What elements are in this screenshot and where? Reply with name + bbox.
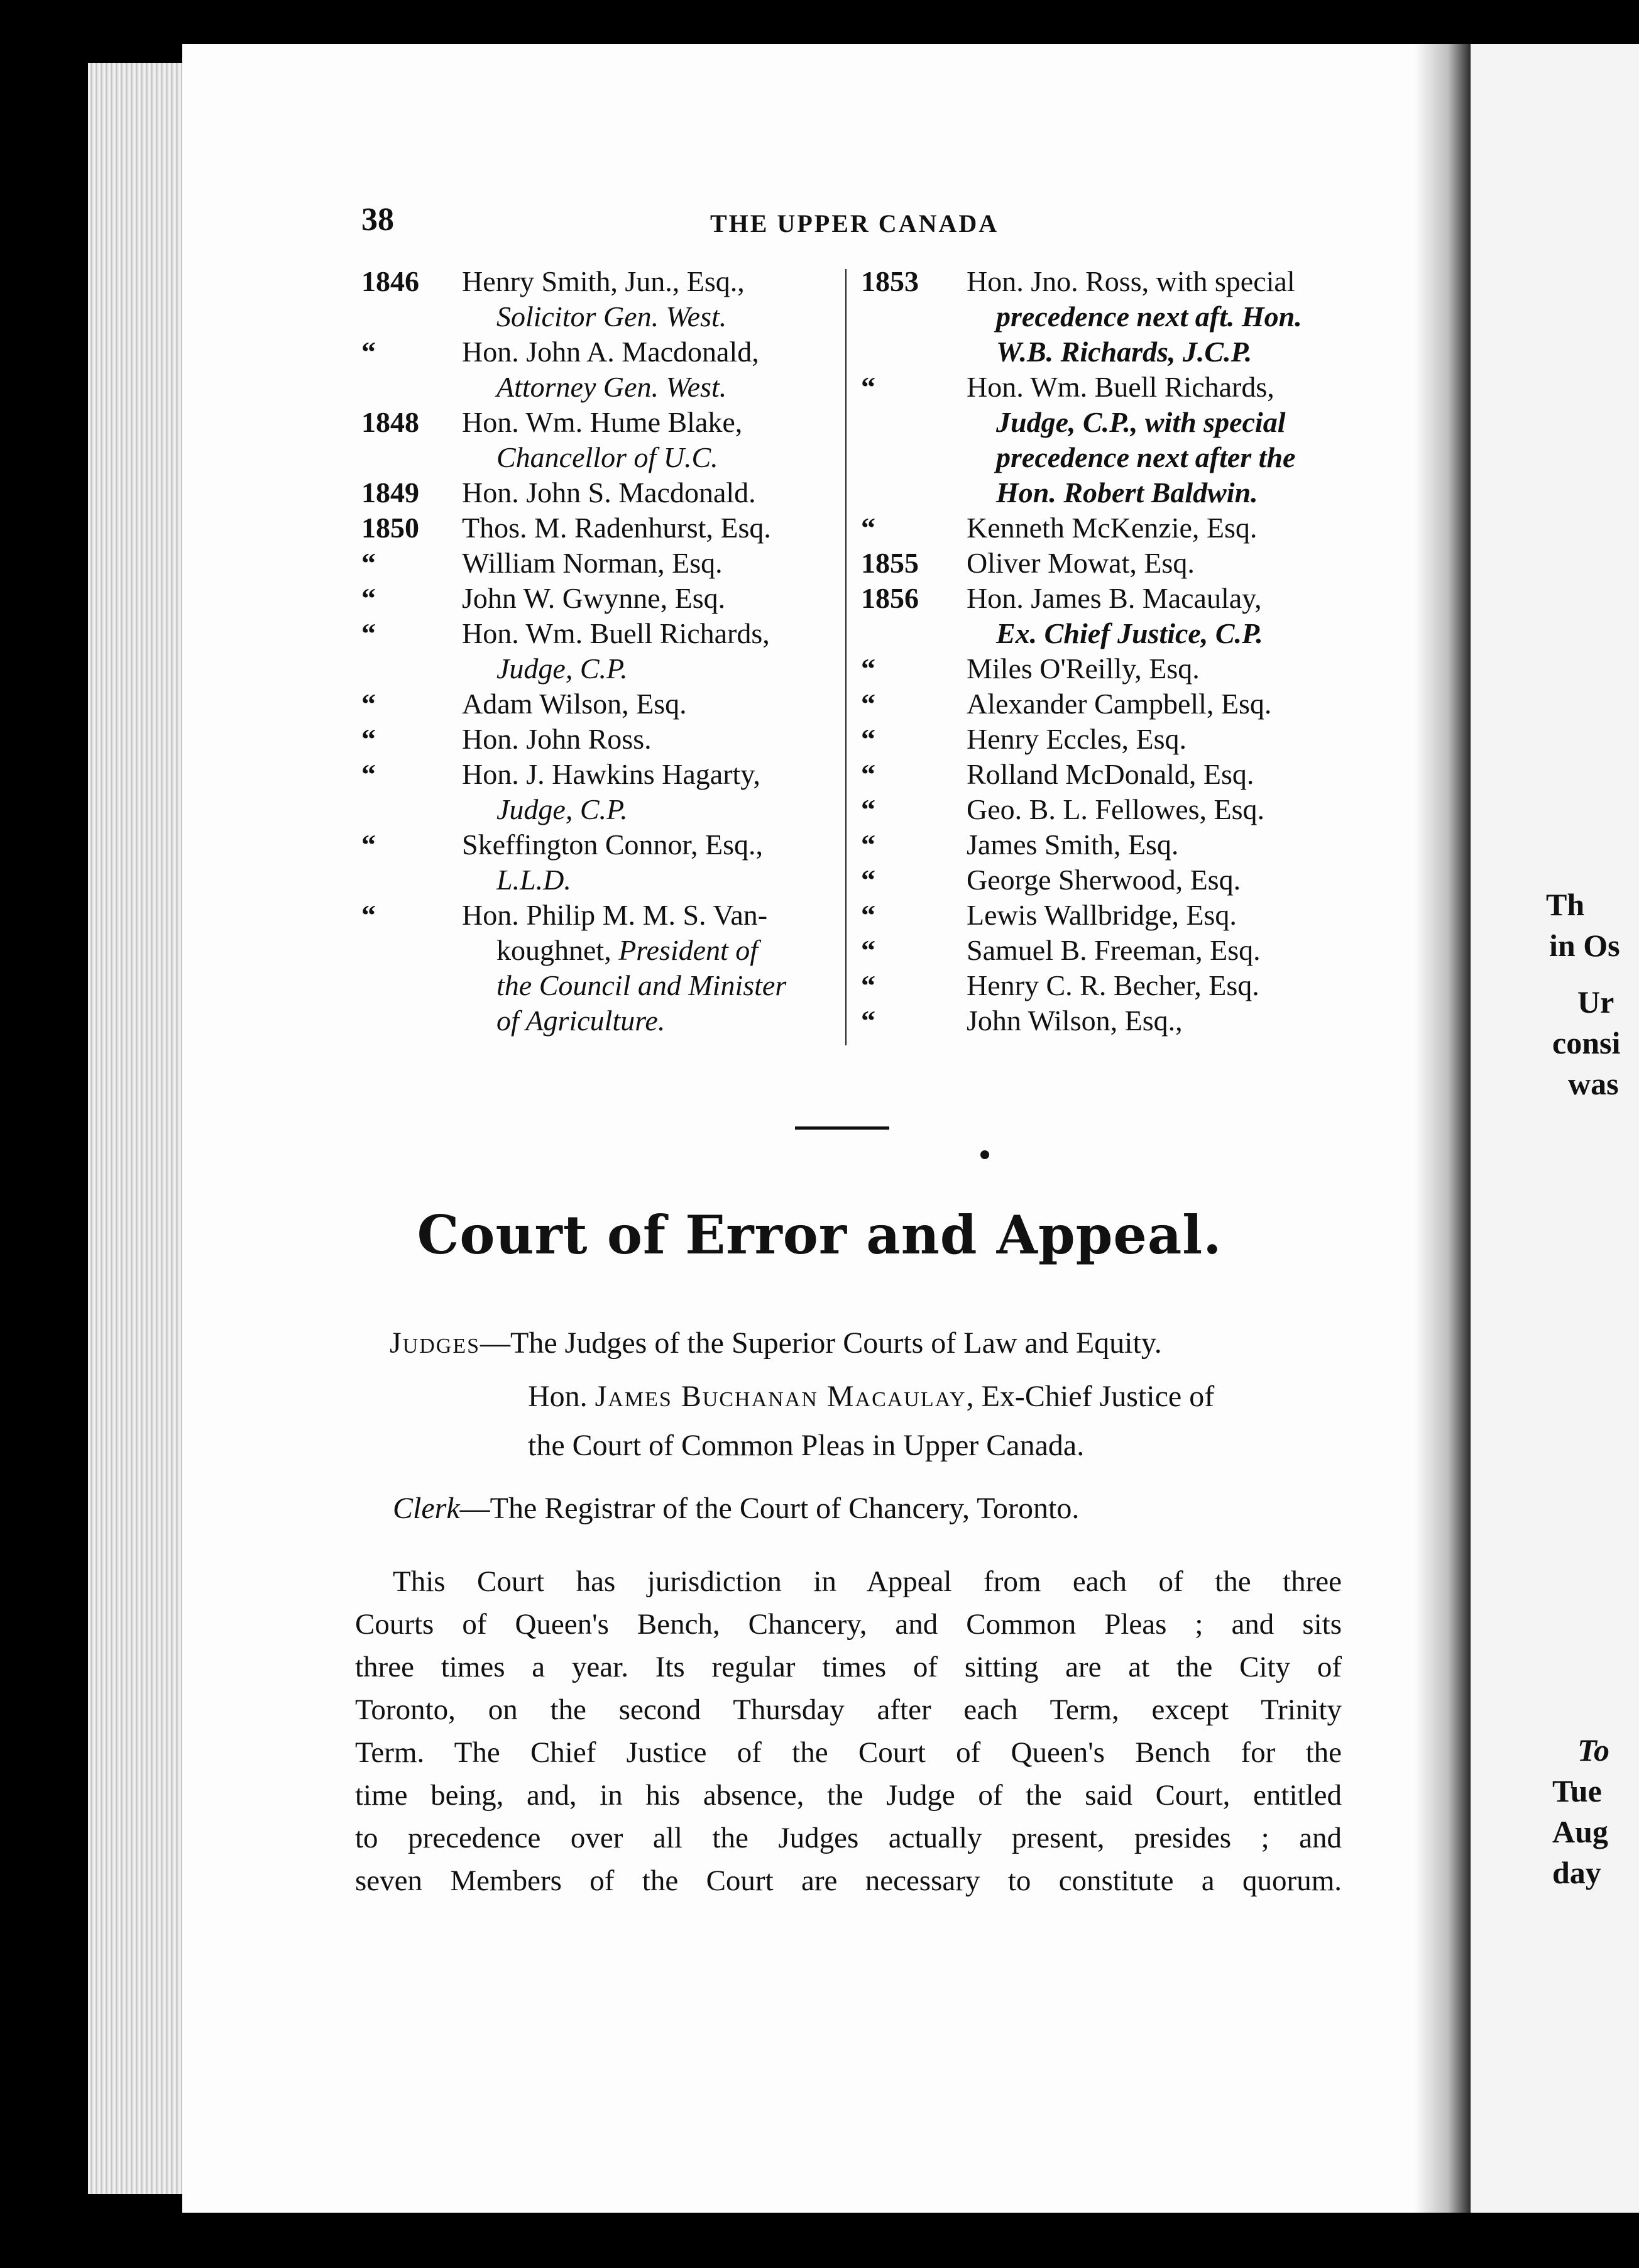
judges-label: Judges [390, 1326, 481, 1360]
entry-name: Hon. John S. Macdonald. [462, 476, 756, 509]
entry-name: Hon. Wm. Buell Richards, [967, 371, 1274, 403]
entry-year: “ [361, 617, 376, 649]
entry-name: Alexander Campbell, Esq. [967, 688, 1272, 720]
adjacent-fragment: Tue [1552, 1773, 1602, 1808]
list-item [361, 933, 852, 968]
entry-year: “ [861, 934, 875, 966]
entry-year: “ [861, 512, 875, 544]
adjacent-page [1471, 44, 1639, 2213]
list-item [861, 686, 1364, 722]
entry-year: “ [361, 899, 376, 931]
entry-title: Judge, C.P., with special [996, 406, 1286, 438]
entry-year: “ [861, 969, 875, 1001]
entry-year: “ [861, 828, 875, 861]
paragraph-line: Term. The Chief Justice of the Court of Queen's Bench for the [355, 1736, 1342, 1769]
list-item [361, 299, 852, 334]
entry-title: President of [618, 934, 759, 966]
list-item [861, 722, 1364, 757]
section-title: Court of Error and Appeal. [417, 1204, 1222, 1266]
entry-title: W.B. Richards, J.C.P. [996, 336, 1253, 368]
entry-name: John W. Gwynne, Esq. [462, 582, 726, 614]
list-item [361, 510, 852, 546]
entry-name: Henry Eccles, Esq. [967, 723, 1187, 755]
list-item [861, 370, 1364, 405]
entry-name: Thos. M. Radenhurst, Esq. [462, 512, 771, 544]
entry-title: L.L.D. [496, 864, 571, 896]
entry-name: Samuel B. Freeman, Esq. [967, 934, 1261, 966]
judges-text: —The Judges of the Superior Courts of Law and Equity. [480, 1326, 1162, 1360]
entry-name: Skeffington Connor, Esq., [462, 828, 764, 861]
entry-year: “ [861, 371, 875, 403]
adjacent-fragment: in Os [1549, 928, 1620, 963]
paragraph-line: Courts of Queen's Bench, Chancery, and Common Pleas ; and sits [355, 1608, 1342, 1641]
list-item [861, 898, 1364, 933]
entry-name: Henry Smith, Jun., Esq., [462, 265, 745, 297]
list-item [861, 405, 1364, 440]
list-item [361, 370, 852, 405]
entry-title: Solicitor Gen. West. [496, 300, 727, 333]
entry-name: Henry C. R. Becher, Esq. [967, 969, 1259, 1001]
entry-name: Hon. John Ross. [462, 723, 652, 755]
page-number: 38 [361, 202, 394, 238]
entry-name: Hon. James B. Macaulay, [967, 582, 1262, 614]
entry-year: “ [861, 688, 875, 720]
list-item [361, 581, 852, 616]
list-item [361, 722, 852, 757]
judges-line [390, 1323, 1162, 1363]
entry-year: 1848 [361, 406, 419, 438]
list-item [361, 757, 852, 792]
entry-name: Hon. Wm. Buell Richards, [462, 617, 770, 649]
entry-name: Hon. Jno. Ross, with special [967, 265, 1295, 297]
list-item [861, 546, 1364, 581]
hon-prefix: Hon. [528, 1380, 595, 1413]
list-item [361, 475, 852, 510]
list-item [861, 651, 1364, 686]
entry-year: “ [861, 899, 875, 931]
list-item [361, 651, 852, 686]
clerk-text: —The Registrar of the Court of Chancery, Toronto. [459, 1492, 1080, 1525]
adjacent-fragment: day [1552, 1855, 1601, 1890]
list-item [361, 898, 852, 933]
entry-name: Rolland McDonald, Esq. [967, 758, 1254, 790]
clerk-label: Clerk [393, 1492, 460, 1525]
hon-name: James Buchanan Macaulay [595, 1380, 967, 1413]
entry-year: “ [861, 723, 875, 755]
entry-title: precedence next aft. Hon. [996, 300, 1302, 333]
list-item [861, 1003, 1364, 1038]
list-item [861, 581, 1364, 616]
column-divider [845, 269, 847, 1045]
list-item [861, 757, 1364, 792]
paragraph-line: to precedence over all the Judges actually present, presides ; and [355, 1822, 1342, 1854]
entry-year: “ [361, 828, 376, 861]
hon-line-2: the Court of Common Pleas in Upper Canada. [528, 1429, 1085, 1462]
entry-title: precedence next after the [996, 441, 1296, 473]
gutter-shadow [1414, 44, 1471, 2213]
list-item [361, 334, 852, 370]
list-item [361, 686, 852, 722]
paragraph-line: time being, and, in his absence, the Judge of the said Court, entitled [355, 1779, 1342, 1812]
entry-name: George Sherwood, Esq. [967, 864, 1241, 896]
entry-title: Judge, C.P. [496, 793, 628, 825]
entry-year: “ [861, 758, 875, 790]
entry-name: Adam Wilson, Esq. [462, 688, 687, 720]
entry-year: “ [361, 582, 376, 614]
adjacent-fragment: To [1577, 1732, 1609, 1768]
entry-name: Miles O'Reilly, Esq. [967, 652, 1200, 685]
entry-title: Chancellor of U.C. [496, 441, 718, 473]
entry-year: 1856 [861, 582, 919, 614]
entry-year: “ [861, 864, 875, 896]
entry-year: 1855 [861, 547, 919, 579]
entry-title: of Agriculture. [496, 1005, 666, 1037]
entry-year: “ [361, 547, 376, 579]
entry-name: James Smith, Esq. [967, 828, 1179, 861]
list-item [861, 510, 1364, 546]
entry-name: Hon. Philip M. M. S. Van- [462, 899, 768, 931]
entry-year: 1846 [361, 265, 419, 297]
hon-rest: , Ex-Chief Justice of [966, 1380, 1215, 1413]
entry-title: the Council and Minister [496, 969, 787, 1001]
section-divider [795, 1126, 889, 1130]
entry-year: 1849 [361, 476, 419, 509]
adjacent-fragment: Th [1546, 887, 1585, 922]
adjacent-fragment: Aug [1552, 1814, 1608, 1849]
entry-title: Attorney Gen. West. [496, 371, 727, 403]
list-item [361, 616, 852, 651]
adjacent-fragment: consi [1552, 1025, 1621, 1060]
entry-name: Hon. J. Hawkins Hagarty, [462, 758, 760, 790]
paragraph-line: three times a year. Its regular times of sitting are at the City of [355, 1651, 1342, 1683]
entry-year: “ [861, 793, 875, 825]
entry-year: 1850 [361, 512, 419, 544]
entry-year: “ [361, 758, 376, 790]
list-item [361, 792, 852, 827]
entry-year: “ [361, 688, 376, 720]
list-item [861, 264, 1364, 299]
list-item [861, 933, 1364, 968]
list-item [361, 440, 852, 475]
entry-year: “ [361, 723, 376, 755]
list-item [861, 792, 1364, 827]
paragraph-line: Toronto, on the second Thursday after each Term, except Trinity [355, 1693, 1342, 1726]
list-item [361, 546, 852, 581]
entry-title: Hon. Robert Baldwin. [996, 476, 1258, 509]
entry-name: John Wilson, Esq., [967, 1005, 1183, 1037]
list-item [861, 475, 1364, 510]
entry-year: “ [361, 336, 376, 368]
entry-name: Hon. John A. Macdonald, [462, 336, 759, 368]
ink-dot [980, 1150, 989, 1159]
list-item [361, 405, 852, 440]
left-column [361, 264, 852, 1038]
entry-name: William Norman, Esq. [462, 547, 723, 579]
list-item [861, 334, 1364, 370]
entry-name: Lewis Wallbridge, Esq. [967, 899, 1237, 931]
list-item [861, 862, 1364, 898]
clerk-line [393, 1489, 1079, 1529]
right-column [861, 264, 1364, 1038]
entry-title: Ex. Chief Justice, C.P. [996, 617, 1263, 649]
hon-line [528, 1377, 1214, 1417]
entry-name: Kenneth McKenzie, Esq. [967, 512, 1258, 544]
list-item [861, 299, 1364, 334]
entry-year: “ [861, 1005, 875, 1037]
paragraph-line: seven Members of the Court are necessary to constitute a quorum. [355, 1864, 1342, 1897]
list-item [361, 264, 852, 299]
running-title: THE UPPER CANADA [710, 209, 999, 238]
list-item [361, 968, 852, 1003]
entry-year: 1853 [861, 265, 919, 297]
entry-name: Oliver Mowat, Esq. [967, 547, 1195, 579]
list-item [361, 862, 852, 898]
entry-continuation: koughnet, [496, 934, 619, 966]
list-item [361, 827, 852, 862]
entry-name: Hon. Wm. Hume Blake, [462, 406, 743, 438]
adjacent-fragment: was [1568, 1066, 1619, 1101]
entry-title: Judge, C.P. [496, 652, 628, 685]
list-item [861, 968, 1364, 1003]
list-item [861, 827, 1364, 862]
list-item [361, 1003, 852, 1038]
list-item [861, 440, 1364, 475]
entry-year: “ [861, 652, 875, 685]
paragraph-line: This Court has jurisdiction in Appeal from each of the three [393, 1565, 1342, 1598]
adjacent-fragment: Ur [1577, 984, 1614, 1020]
book-page-edges [88, 63, 189, 2194]
entry-name: Geo. B. L. Fellowes, Esq. [967, 793, 1265, 825]
list-item [861, 616, 1364, 651]
